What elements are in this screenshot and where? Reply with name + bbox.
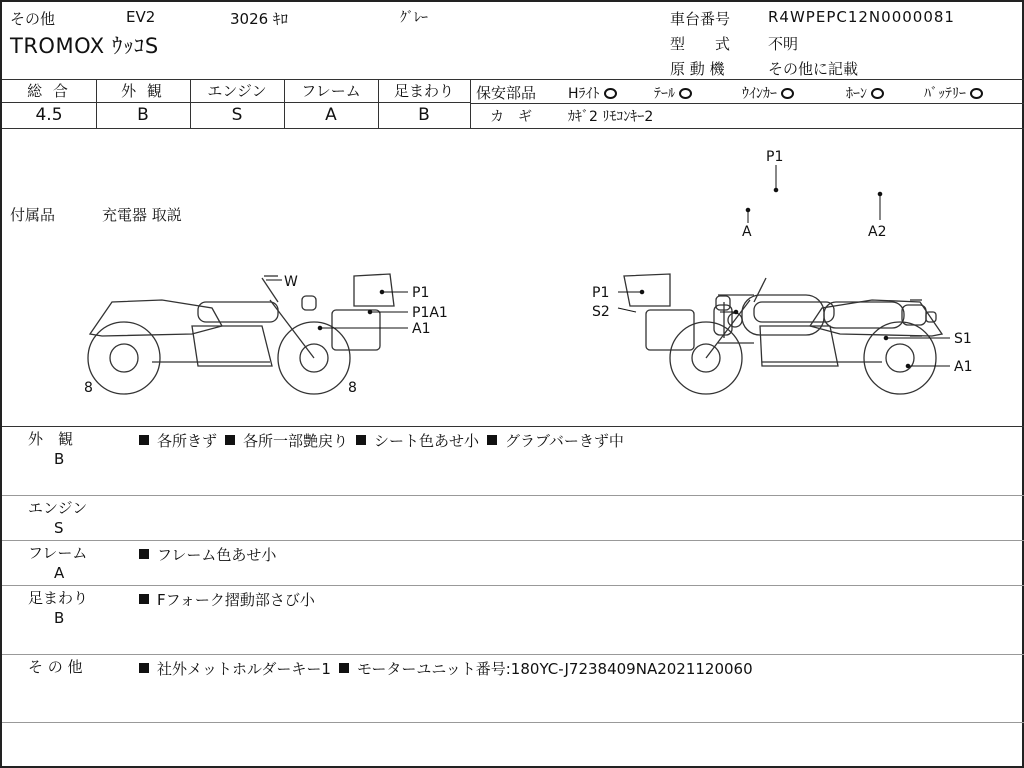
chassis-label: 車台番号 [670, 10, 731, 28]
grade-exterior [96, 80, 190, 128]
key-value: ｶｷﾞ2 ﾘﾓｺﾝｷｰ2 [568, 109, 654, 125]
grade-frame [284, 80, 378, 128]
bullet-square-icon [139, 663, 149, 673]
safety-item-taillight: ﾃｰﾙ [654, 83, 692, 103]
label-right-s1: S1 [954, 331, 972, 347]
grade-value: A [284, 102, 378, 126]
note-items-suspension: Fフォーク摺動部さび小 [139, 589, 315, 610]
note-label-suspension: 足まわり [28, 589, 89, 607]
engine-label: 原 動 機 [670, 60, 725, 78]
bullet-square-icon [356, 435, 366, 445]
label-right-a1: A1 [954, 359, 973, 375]
note-items-other: 社外メットホルダーキー1 モーターユニット番号:180YC-J7238409NA2021120060 [139, 658, 753, 679]
safety-parts-label: 保安部品 [476, 84, 537, 102]
label-left-a1: A1 [412, 321, 431, 337]
label-left-8a: 8 [84, 380, 93, 396]
category-text: その他 [10, 10, 56, 28]
note-label-exterior: 外 観 [28, 430, 74, 448]
color-text: ｸﾞﾚｰ [400, 10, 428, 26]
label-top-a2: A2 [868, 224, 887, 240]
label-left-w: W [284, 274, 298, 290]
note-grade-exterior: B [54, 450, 65, 468]
divider [2, 654, 1024, 655]
safety-item-horn: ﾎｰﾝ [846, 83, 884, 103]
chassis-number: R4WPEPC12N0000081 [768, 8, 955, 26]
ok-mark-icon [871, 88, 884, 99]
divider [190, 80, 191, 128]
grade-value: B [378, 102, 470, 126]
mileage-text: 3026 ｷﾛ [230, 10, 288, 28]
grade-suspension [378, 80, 470, 128]
right-side-motorcycle-icon [624, 274, 942, 394]
safety-item-headlight: Hﾗｲﾄ [568, 83, 617, 103]
grade-value: S [190, 102, 284, 126]
label-right-p1: P1 [592, 285, 610, 301]
divider [284, 80, 285, 128]
bullet-square-icon [139, 435, 149, 445]
grade-label: エンジン [207, 82, 267, 100]
bullet-square-icon [339, 663, 349, 673]
divider [2, 426, 1024, 427]
safety-item-battery: ﾊﾞｯﾃﾘｰ [924, 83, 983, 103]
grade-value: B [96, 102, 190, 126]
label-right-s2: S2 [592, 304, 610, 320]
note-items-exterior: 各所きず 各所一部艶戻り シート色あせ小 グラブバーきず中 [139, 430, 624, 451]
left-side-motorcycle-icon [88, 274, 394, 394]
ok-mark-icon [679, 88, 692, 99]
grade-label: 総 合 [27, 82, 71, 100]
divider [378, 80, 379, 128]
divider [470, 103, 1024, 104]
note-grade-engine: S [54, 519, 64, 537]
model-code-text: EV2 [126, 8, 156, 26]
label-left-p1: P1 [412, 285, 430, 301]
grade-value: 4.5 [2, 102, 96, 126]
divider [2, 585, 1024, 586]
type-label: 型 式 [670, 35, 731, 53]
note-label-other: そ の 他 [28, 658, 83, 676]
grade-label: フレーム [301, 82, 361, 100]
divider [2, 722, 1024, 723]
grade-overall [2, 80, 96, 128]
grade-engine [190, 80, 284, 128]
divider [470, 80, 471, 128]
note-grade-suspension: B [54, 609, 65, 627]
divider [2, 128, 1024, 129]
bullet-square-icon [487, 435, 497, 445]
bullet-square-icon [139, 594, 149, 604]
model-name-title: TROMOX ｳｯｺS [10, 34, 159, 58]
bullet-square-icon [225, 435, 235, 445]
engine-value: その他に記載 [768, 60, 859, 78]
divider [2, 540, 1024, 541]
bullet-square-icon [139, 549, 149, 559]
label-left-8b: 8 [348, 380, 357, 396]
grade-label: 足まわり [393, 82, 454, 100]
note-grade-frame: A [54, 564, 65, 582]
damage-diagram [2, 130, 1022, 426]
ok-mark-icon [970, 88, 983, 99]
divider [96, 80, 97, 128]
label-left-p1a1: P1A1 [412, 305, 448, 321]
note-label-frame: フレーム [28, 544, 88, 562]
label-top-p1: P1 [766, 149, 784, 165]
safety-item-winker: ｳｲﾝｶｰ [742, 83, 794, 103]
ok-mark-icon [781, 88, 794, 99]
divider [2, 495, 1024, 496]
accessories-value: 充電器 取説 [102, 206, 182, 224]
type-value: 不明 [768, 35, 799, 53]
note-items-frame: フレーム色あせ小 [139, 544, 276, 565]
label-top-a: A [742, 224, 752, 240]
note-label-engine: エンジン [28, 499, 88, 517]
key-label: カ ギ [490, 109, 532, 125]
grade-label: 外 観 [121, 82, 165, 100]
ok-mark-icon [604, 88, 617, 99]
accessories-label: 付属品 [10, 206, 56, 224]
